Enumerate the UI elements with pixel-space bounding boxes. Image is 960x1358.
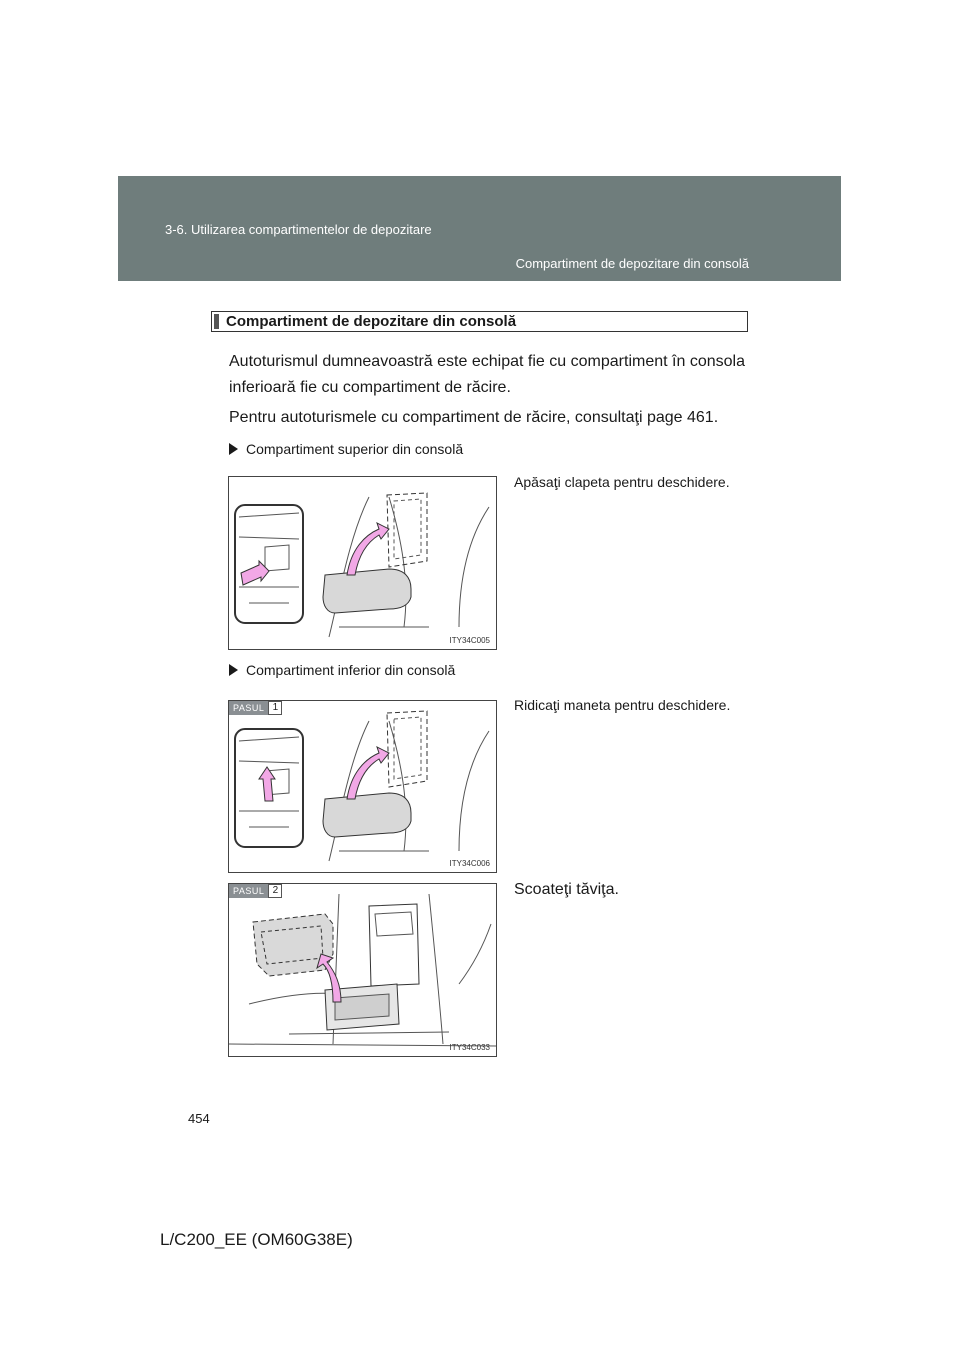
figure-step-2 [228, 883, 497, 1057]
tray-removal-illustration [229, 884, 497, 1057]
figure-code: ITY34C006 [449, 859, 490, 868]
figure-code: ITY34C033 [449, 1043, 490, 1052]
armrest-lever-illustration [229, 701, 497, 873]
bullet-text: Compartiment inferior din consolă [246, 662, 456, 678]
step-label: PASUL [229, 701, 268, 715]
page-number: 454 [188, 1111, 210, 1126]
bullet-text: Compartiment superior din consolă [246, 441, 464, 457]
page-header [118, 176, 841, 281]
bullet-upper-console [229, 441, 463, 457]
caption-step-2: Scoateţi tăviţa. [514, 881, 619, 898]
reference-paragraph: Pentru autoturismele cu compartiment de răcire, consultaţi page 461. [229, 409, 719, 426]
triangle-bullet-icon [229, 664, 238, 676]
figure-step-1 [228, 700, 497, 873]
header-subtitle: Compartiment de depozitare din consolă [515, 256, 749, 271]
step-badge [229, 884, 282, 898]
section-title [211, 311, 748, 332]
figure-code: ITY34C005 [449, 636, 490, 645]
armrest-illustration [229, 477, 497, 650]
intro-paragraph: Autoturismul dumneavoastră este echipat fie cu compartiment în consola inferioară fie cu compartiment de răcire. [229, 353, 745, 396]
footer-code: L/C200_EE (OM60G38E) [160, 1230, 353, 1249]
figure-upper-console [228, 476, 497, 650]
step-number: 2 [268, 884, 282, 898]
step-label: PASUL [229, 884, 268, 898]
step-number: 1 [268, 701, 282, 715]
section-title-marker [214, 314, 219, 329]
section-title-text: Compartiment de depozitare din consolă [226, 313, 517, 330]
step-badge [229, 701, 282, 715]
header-section: 3-6. Utilizarea compartimentelor de depozitare [165, 222, 432, 237]
caption-step-1: Ridicaţi maneta pentru deschidere. [514, 697, 731, 713]
caption-upper-console: Apăsaţi clapeta pentru deschidere. [514, 474, 730, 490]
bullet-lower-console [229, 662, 455, 678]
triangle-bullet-icon [229, 443, 238, 455]
